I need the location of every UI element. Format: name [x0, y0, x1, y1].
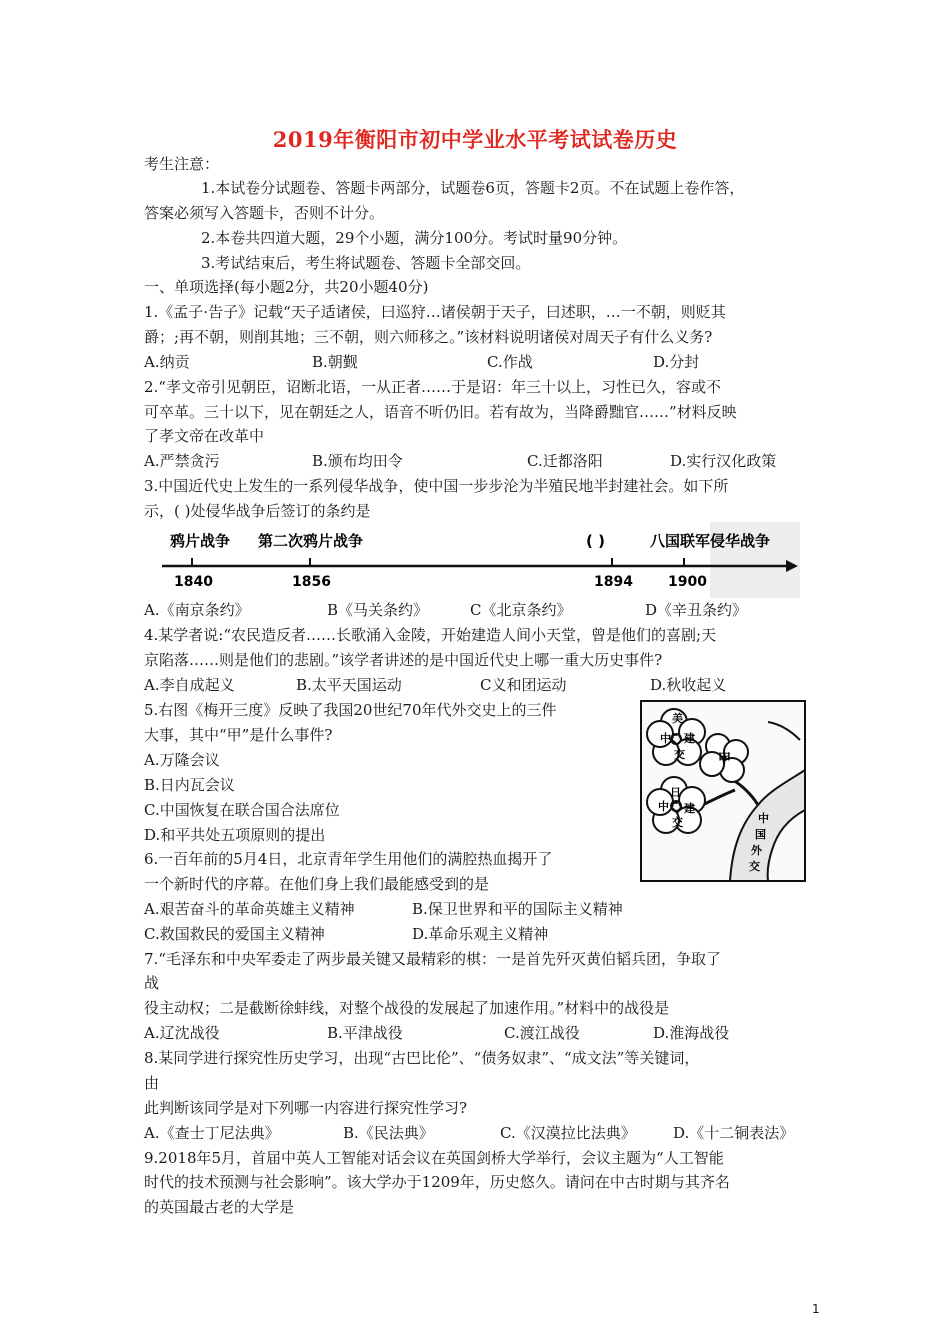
q8-option-b: B.《民法典》 — [343, 1124, 434, 1142]
fig-branch-2: 国 — [755, 828, 766, 841]
q6-line-1: 6.一百年前的5月4日，北京青年学生用他们的满腔热血揭开了 — [144, 850, 553, 868]
q9-line-2: 时代的技术预测与社会影响”。该大学办于1209年，历史悠久。请问在中古时期与其齐名 — [144, 1173, 730, 1191]
timeline-event-3: ( ) — [586, 532, 605, 550]
q7-option-d: D.淮海战役 — [653, 1024, 730, 1042]
notice-item-3: 3.考试结束后，考生将试题卷、答题卡全部交回。 — [201, 254, 531, 272]
q6-line-2: 一个新时代的序幕。在他们身上我们最能感受到的是 — [144, 875, 490, 893]
q2-line-3: 了孝文帝在改革中 — [144, 427, 265, 445]
notice-item-1: 1.本试卷分试题卷、答题卡两部分，试题卷6页，答题卡2页。不在试题上卷作答， — [201, 179, 745, 197]
q7-option-a: A.辽沈战役 — [144, 1024, 220, 1042]
q6-option-c: C.救国救民的爱国主义精神 — [144, 925, 325, 943]
q7-line-2: 战 — [144, 974, 160, 992]
timeline-year-4: 1900 — [668, 574, 707, 590]
q1-option-b: B.朝觐 — [312, 353, 358, 371]
q2-option-a: A.严禁贪污 — [144, 452, 220, 470]
fig-bottom-1: 日 — [670, 786, 681, 799]
q1-line-1: 1.《孟子·告子》记载“天子适诸侯，曰巡狩…诸侯朝于天子，曰述职，…一不朝，则贬其 — [144, 303, 726, 321]
q4-option-a: A.李自成起义 — [144, 676, 235, 694]
q6-option-b: B.保卫世界和平的国际主义精神 — [412, 900, 623, 918]
q2-line-2: 可卒革。三十以下，见在朝廷之人，语音不听仍旧。若有故为，当降爵黜官……”材料反映 — [144, 403, 737, 421]
section-heading: 一、单项选择(每小题2分，共20小题40分) — [144, 278, 429, 296]
q7-option-c: C.渡江战役 — [504, 1024, 580, 1042]
fig-top-4: 交 — [674, 748, 685, 761]
q4-option-d: D.秋收起义 — [650, 676, 727, 694]
q2-line-1: 2.“孝文帝引见朝臣，诏断北语，一从正者……于是诏：年三十以上，习性已久，容或不 — [144, 378, 721, 396]
q1-option-d: D.分封 — [653, 353, 700, 371]
q3-option-b: B《马关条约》 — [327, 601, 429, 619]
q3-option-d: D《辛丑条约》 — [645, 601, 748, 619]
q1-option-c: C.作战 — [487, 353, 533, 371]
q3-option-a: A.《南京条约》 — [144, 601, 250, 619]
q7-line-1: 7.“毛泽东和中央军委走了两步最关键又最精彩的棋：一是首先歼灭黄伯韬兵团，争取了 — [144, 950, 721, 968]
q1-option-a: A.纳贡 — [144, 353, 190, 371]
q5-line-1: 5.右图《梅开三度》反映了我国20世纪70年代外交史上的三件 — [144, 701, 557, 719]
page-number: 1 — [812, 1302, 820, 1316]
q3-line-2: 示，( )处侵华战争后签订的条约是 — [144, 502, 371, 520]
q8-option-c: C.《汉漠拉比法典》 — [500, 1124, 636, 1142]
q7-option-b: B.平津战役 — [327, 1024, 403, 1042]
q2-option-c: C.迁都洛阳 — [527, 452, 603, 470]
q7-line-3: 役主动权；二是截断徐蚌线，对整个战役的发展起了加速作用。”材料中的战役是 — [144, 999, 670, 1017]
q5-option-a: A.万隆会议 — [144, 751, 220, 769]
q5-option-c: C.中国恢复在联合国合法席位 — [144, 801, 340, 819]
q6-option-d: D.革命乐观主义精神 — [412, 925, 549, 943]
q8-line-2: 由 — [144, 1074, 160, 1092]
q8-line-3: 此判断该同学是对下列哪一内容进行探究性学习? — [144, 1099, 468, 1117]
timeline-year-1: 1840 — [174, 574, 213, 590]
q2-option-b: B.颁布均田令 — [312, 452, 403, 470]
fig-bottom-4: 交 — [672, 816, 683, 829]
timeline-event-2: 第二次鸦片战争 — [258, 532, 364, 550]
fig-bottom-2: 中 — [658, 800, 669, 813]
timeline-event-1: 鸦片战争 — [170, 532, 231, 550]
q4-line-2: 京陷落……则是他们的悲剧。”该学者讲述的是中国近代史上哪一重大历史事件? — [144, 651, 663, 669]
notice-item-1-cont: 答案必须写入答题卡，否则不计分。 — [144, 204, 385, 222]
q5-plum-blossom-figure — [640, 700, 806, 882]
fig-branch-4: 交 — [749, 860, 760, 873]
q5-option-d: D.和平共处五项原则的提出 — [144, 826, 326, 844]
notice-heading: 考生注意： — [144, 155, 220, 173]
q5-line-2: 大事，其中“甲”是什么事件? — [144, 726, 333, 744]
q4-option-c: C义和团运动 — [480, 676, 567, 694]
q8-line-1: 8.某同学进行探究性历史学习，出现“古巴比伦”、“债务奴隶”、“成文法”等关键词， — [144, 1049, 700, 1067]
page-title: 2019年衡阳市初中学业水平考试试卷历史 — [272, 127, 678, 152]
timeline-event-4: 八国联军侵华战争 — [650, 532, 771, 550]
fig-top-3: 建 — [684, 732, 695, 745]
q1-line-2: 爵；;再不朝，则削其地；三不朝，则六师移之。”该材料说明诸侯对周天子有什么义务? — [144, 328, 713, 346]
notice-item-2: 2.本卷共四道大题，29个小题，满分100分。考试时量90分钟。 — [201, 229, 628, 247]
fig-top-2: 中 — [660, 732, 671, 745]
q8-option-a: A.《查士丁尼法典》 — [144, 1124, 280, 1142]
timeline-year-2: 1856 — [292, 574, 331, 590]
q5-option-b: B.日内瓦会议 — [144, 776, 235, 794]
q9-line-3: 的英国最古老的大学是 — [144, 1198, 295, 1216]
q6-option-a: A.艰苦奋斗的革命英雄主义精神 — [144, 900, 355, 918]
q3-timeline-figure — [150, 522, 800, 600]
fig-top-1: 美 — [672, 712, 683, 725]
q9-line-1: 9.2018年5月，首届中英人工智能对话会议在英国剑桥大学举行，会议主题为“人工智能 — [144, 1149, 724, 1167]
fig-branch-3: 外 — [751, 844, 762, 857]
q8-option-d: D.《十二铜表法》 — [673, 1124, 795, 1142]
q2-option-d: D.实行汉化政策 — [670, 452, 777, 470]
fig-bottom-3: 建 — [684, 802, 695, 815]
q3-option-c: C《北京条约》 — [470, 601, 572, 619]
q4-line-1: 4.某学者说:“农民造反者……长歌涌入金陵，开始建造人间小天堂，曾是他们的喜剧;天 — [144, 626, 717, 644]
q4-option-b: B.太平天国运动 — [296, 676, 402, 694]
timeline-year-3: 1894 — [594, 574, 633, 590]
fig-jia-label: 甲 — [718, 752, 732, 767]
q3-line-1: 3.中国近代史上发生的一系列侵华战争，使中国一步步沦为半殖民地半封建社会。如下所 — [144, 477, 729, 495]
fig-branch-1: 中 — [758, 812, 769, 825]
